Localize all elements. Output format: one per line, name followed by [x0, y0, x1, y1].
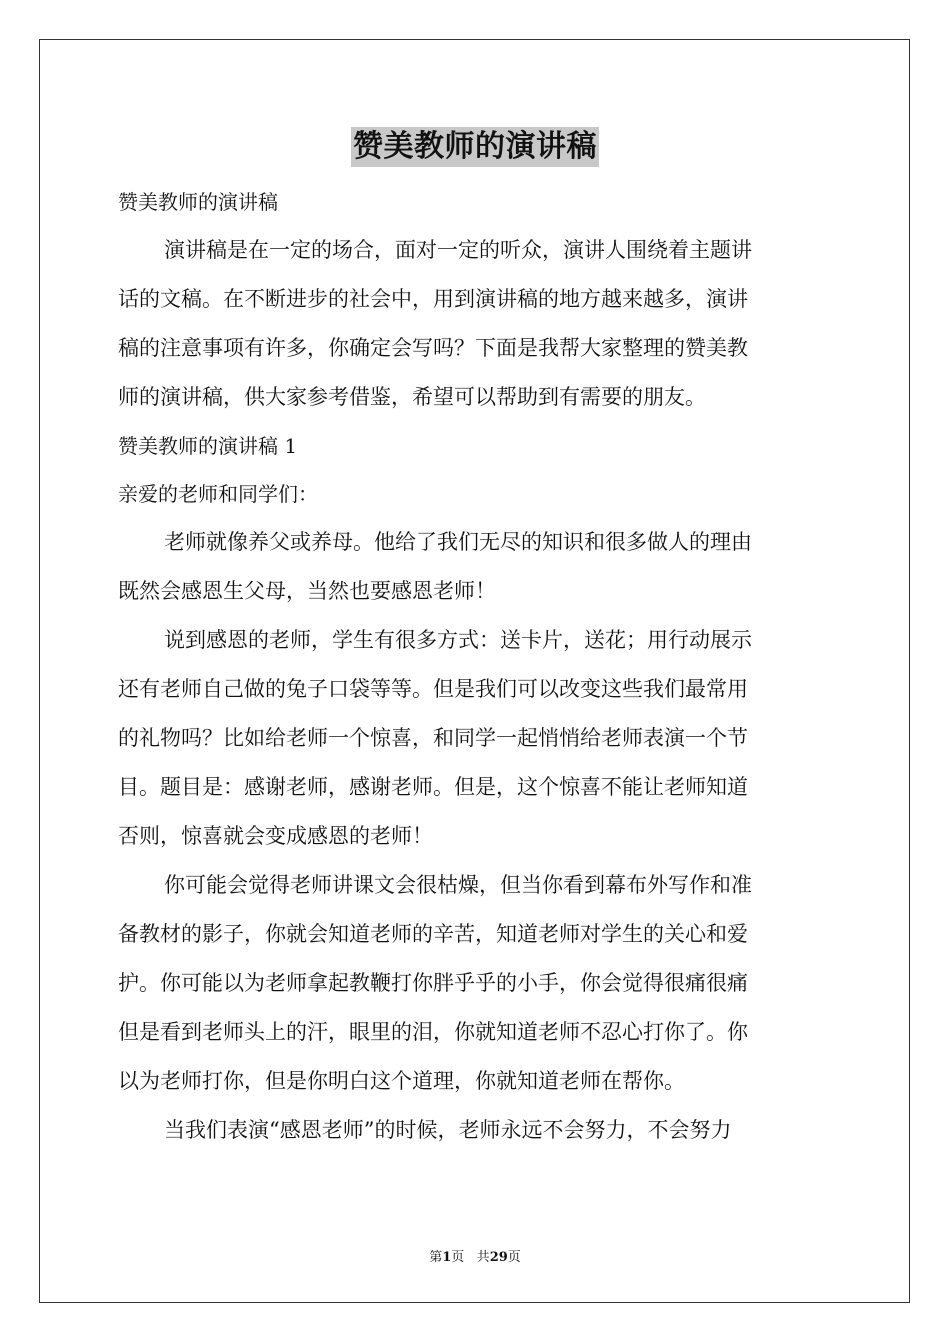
document-title: 赞美教师的演讲稿 — [351, 127, 599, 167]
total-pages: 29 — [489, 1250, 508, 1265]
page-suffix: 页 — [451, 1250, 465, 1265]
text-line: 既然会感恩生父母，当然也要感恩老师！ — [118, 579, 496, 603]
section-heading: 赞美教师的演讲稿 1 — [118, 434, 298, 458]
text-line: 赞美教师的演讲稿 — [118, 190, 278, 214]
text-line: 说到感恩的老师，学生有很多方式：送卡片，送花；用行动展示 — [164, 628, 752, 652]
text-line: 目。题目是：感谢老师，感谢老师。但是，这个惊喜不能让老师知道 — [118, 775, 748, 799]
text-line: 以为老师打你，但是你明白这个道理，你就知道老师在帮你。 — [118, 1069, 685, 1093]
text-line: 当我们表演“感恩老师”的时候，老师永远不会努力，不会努力 — [164, 1118, 732, 1142]
text-line: 稿的注意事项有许多，你确定会写吗？下面是我帮大家整理的赞美教 — [118, 336, 748, 360]
document-body — [118, 178, 834, 1155]
text-line: 你可能会觉得老师讲课文会很枯燥，但当你看到幕布外写作和准 — [164, 873, 752, 897]
page-number: 1 — [442, 1250, 452, 1265]
text-line: 师的演讲稿，供大家参考借鉴，希望可以帮助到有需要的朋友。 — [118, 385, 706, 409]
total-suffix: 页 — [507, 1250, 521, 1265]
text-line: 备教材的影子，你就会知道老师的辛苦，知道老师对学生的关心和爱 — [118, 922, 748, 946]
text-line: 护。你可能以为老师拿起教鞭打你胖乎乎的小手，你会觉得很痛很痛 — [118, 971, 748, 995]
page-prefix: 第 — [429, 1250, 443, 1265]
text-line: 还有老师自己做的兔子口袋等等。但是我们可以改变这些我们最常用 — [118, 677, 748, 701]
text-line: 老师就像养父或养母。他给了我们无尽的知识和很多做人的理由 — [164, 530, 752, 554]
salutation: 亲爱的老师和同学们： — [118, 482, 318, 506]
text-line: 的礼物吗？比如给老师一个惊喜，和同学一起悄悄给老师表演一个节 — [118, 726, 748, 750]
text-line: 话的文稿。在不断进步的社会中，用到演讲稿的地方越来越多，演讲 — [118, 287, 748, 311]
text-line: 但是看到老师头上的汗，眼里的泪，你就知道老师不忍心打你了。你 — [118, 1020, 748, 1044]
page-footer — [0, 1246, 950, 1265]
title-container — [0, 127, 950, 167]
text-line: 演讲稿是在一定的场合，面对一定的听众，演讲人围绕着主题讲 — [164, 238, 752, 262]
total-prefix: 共 — [476, 1250, 490, 1265]
text-line: 否则，惊喜就会变成感恩的老师！ — [118, 824, 433, 848]
